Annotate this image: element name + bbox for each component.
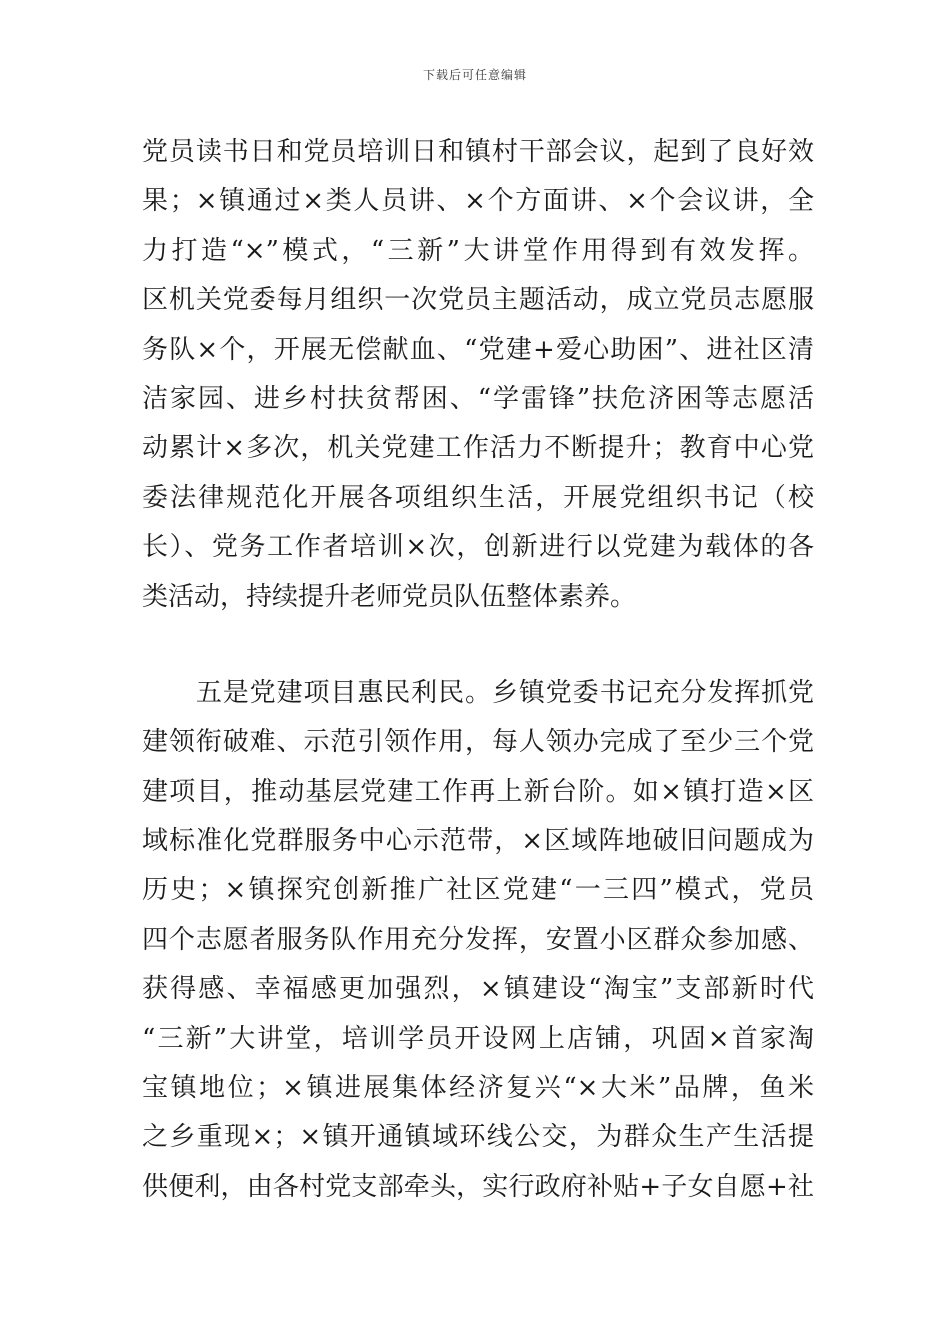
text-line: 党员读书日和党员培训日和镇村干部会议，起到了良好效 [142, 137, 814, 167]
paragraph-1 [142, 128, 814, 622]
text-line: 历史；×镇探究创新推广社区党建“一三四”模式，党员 [142, 875, 814, 906]
text-line: 之乡重现×；×镇开通镇域环线公交，为群众生产生活提 [142, 1122, 814, 1153]
text-line: 委法律规范化开展各项组织生活，开展党组织书记（校 [142, 482, 814, 513]
text-line: 务队×个，开展无偿献血、“党建+爱心助困”、进社区清 [142, 334, 814, 365]
text-line: 获得感、幸福感更加强烈，×镇建设“淘宝”支部新时代 [142, 974, 814, 1005]
paragraph-spacer [142, 622, 814, 669]
text-line: 建领衔破难、示范引领作用，每人领办完成了至少三个党 [142, 727, 814, 758]
text-line: 类活动，持续提升老师党员队伍整体素养。 [142, 581, 637, 612]
text-line: 动累计×多次，机关党建工作活力不断提升；教育中心党 [142, 433, 814, 464]
document-body [142, 128, 814, 1212]
text-line: 长）、党务工作者培训×次，创新进行以党建为载体的各 [142, 532, 814, 563]
text-line: 洁家园、进乡村扶贫帮困、“学雷锋”扶危济困等志愿活 [142, 383, 814, 414]
text-line: 宝镇地位；×镇进展集体经济复兴“×大米”品牌，鱼米 [142, 1073, 814, 1104]
text-line: 区机关党委每月组织一次党员主题活动，成立党员志愿服 [142, 285, 814, 316]
page-header: 下载后可任意编辑 [422, 68, 527, 82]
text-line: 供便利，由各村党支部牵头，实行政府补贴+子女自愿+社 [142, 1171, 814, 1202]
text-line: 建项目，推动基层党建工作再上新台阶。如×镇打造×区 [142, 776, 814, 807]
text-line: 五是党建项目惠民利民。乡镇党委书记充分发挥抓党 [142, 677, 814, 708]
paragraph-2 [142, 669, 814, 1212]
text-line: “三新”大讲堂，培训学员开设网上店铺，巩固×首家淘 [142, 1023, 814, 1054]
text-line: 果；×镇通过×类人员讲、×个方面讲、×个会议讲，全 [142, 186, 814, 217]
text-line: 域标准化党群服务中心示范带，×区域阵地破旧问题成为 [142, 826, 814, 857]
text-line: 四个志愿者服务队作用充分发挥，安置小区群众参加感、 [142, 924, 814, 955]
text-line: 力打造“×”模式，“三新”大讲堂作用得到有效发挥。 [142, 235, 814, 266]
